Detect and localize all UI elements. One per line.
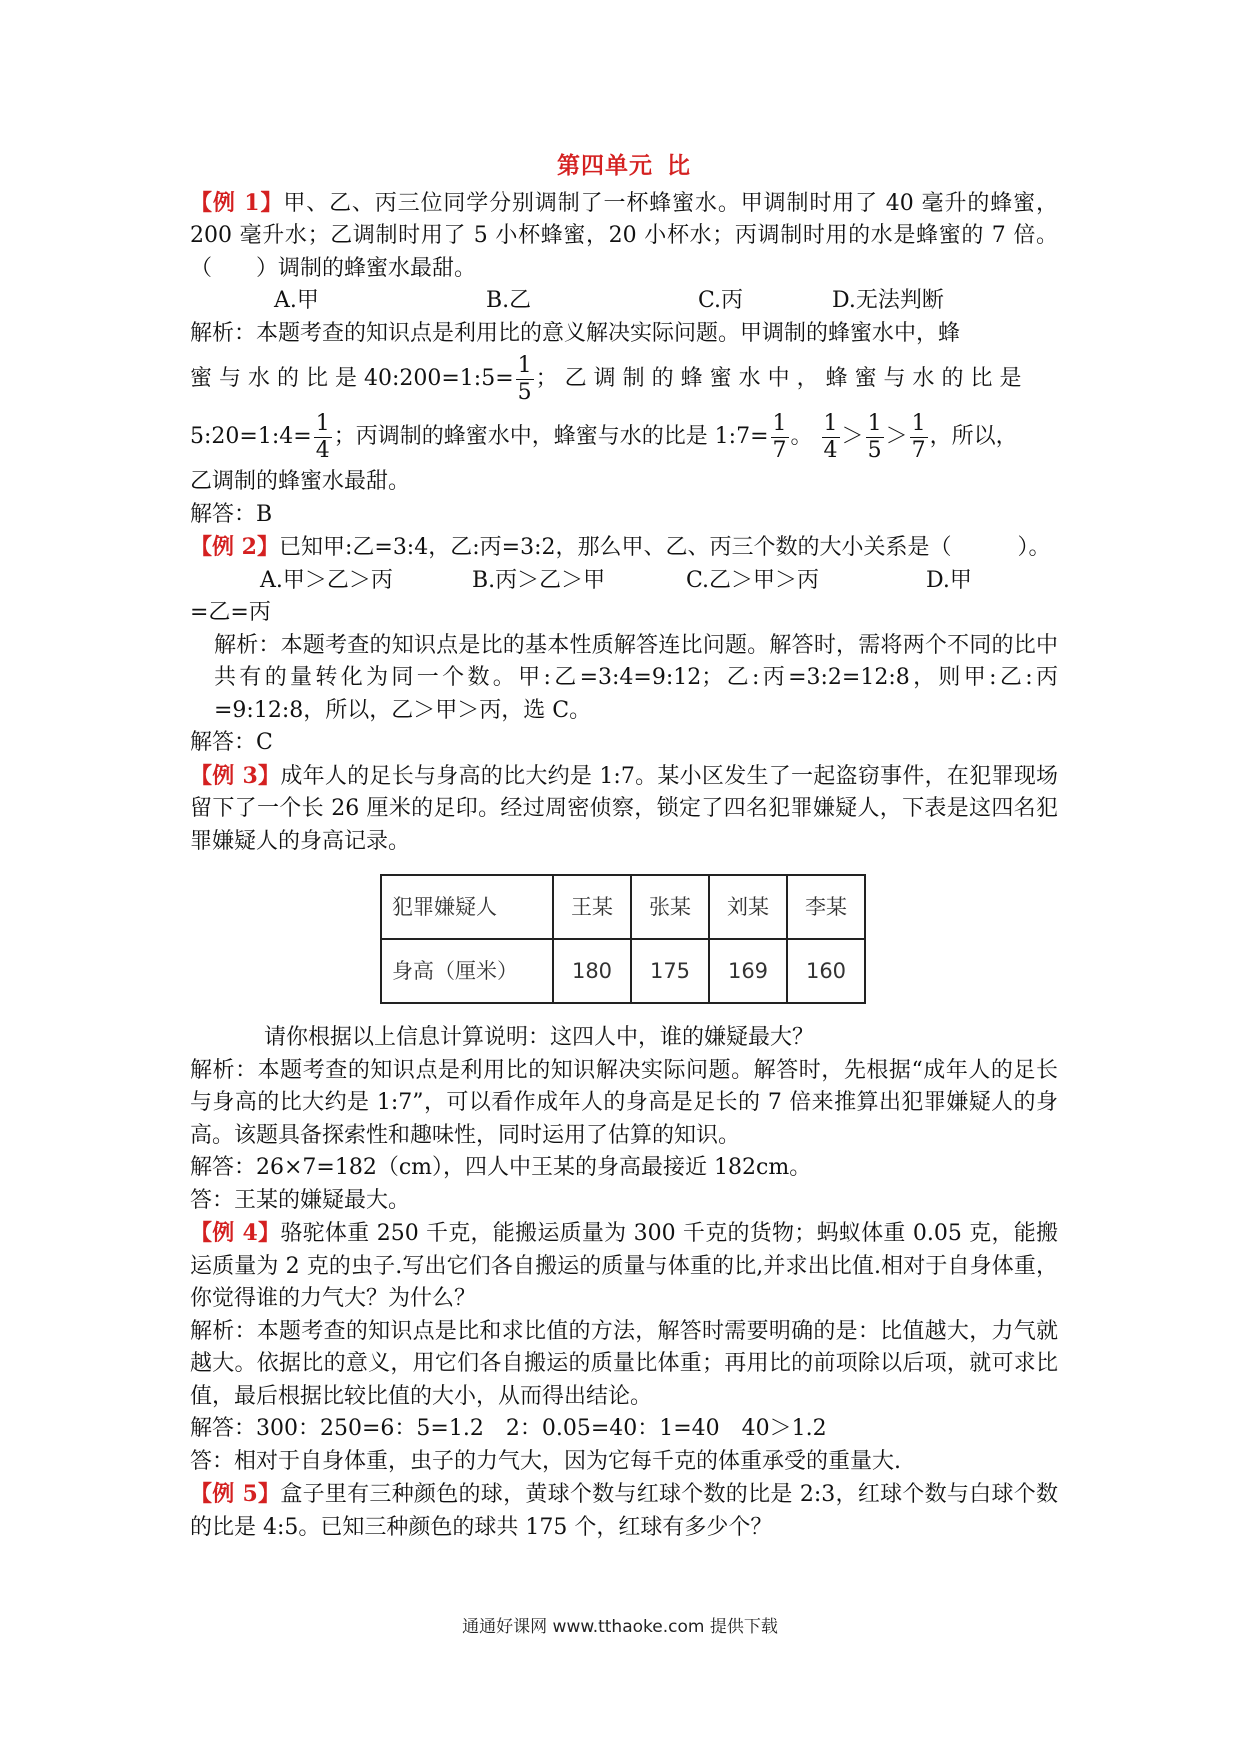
suspect-height-table bbox=[380, 874, 866, 1004]
ex2-option-a: A.甲＞乙＞丙 bbox=[260, 567, 393, 593]
ex3-prompt: 请你根据以上信息计算说明：这四人中，谁的嫌疑最大？ bbox=[264, 1025, 815, 1050]
fraction-one-seventh: $\frac{1}{7}$ bbox=[772, 410, 787, 463]
ex2-option-b: B.丙＞乙＞甲 bbox=[472, 567, 606, 593]
ex1-analysis-line4: 乙调制的蜂蜜水最甜。 bbox=[190, 469, 411, 494]
ex1-analysis-line2: 蜜 与 水 的 比 是 40:200=1:5= $\frac{1}{5}$ ； 乙 调 制 的 蜂 蜜 水 中 ， 蜂 蜜 与 水 的 比 是 bbox=[190, 352, 1022, 405]
table-header-cell: 身高（厘米） bbox=[381, 939, 553, 1003]
ex1-option-a: A.甲 bbox=[274, 288, 319, 313]
ex2-analysis: 解析：本题考查的知识点是比的基本性质解答连比问题。解答时，需将两个不同的比中共有的量转化为同一个数。甲:乙=3:4=9:12；乙:丙=3:2=12:8，则甲:乙:丙=9:12:8，所以，乙＞甲＞丙，选 C。 bbox=[214, 632, 1058, 723]
table-row bbox=[381, 875, 865, 939]
ex2-option-d: D.甲 bbox=[926, 567, 972, 593]
table-cell: 180 bbox=[553, 939, 631, 1003]
title-topic: 比 bbox=[667, 152, 691, 179]
ex2-label: 【例 2】 bbox=[190, 534, 279, 560]
ex1-question: 【例 1】甲、乙、丙三位同学分别调制了一杯蜂蜜水。甲调制时用了 40 毫升的蜂蜜，200 毫升水；乙调制时用了 5 小杯蜂蜜，20 小杯水；丙调制时用的水是蜂蜜的 7 倍。（ ）调制的蜂蜜水最甜。 bbox=[190, 189, 1059, 281]
ex2-options bbox=[190, 565, 1058, 598]
ex3-label: 【例 3】 bbox=[190, 762, 281, 789]
document-body bbox=[190, 150, 1058, 1544]
ex3-solution: 解答：26×7=182（cm），四人中王某的身高最接近 182cm。 bbox=[190, 1155, 812, 1180]
ex2-answer: 解答：C bbox=[190, 730, 273, 755]
table-row bbox=[381, 939, 865, 1003]
fraction-one-fifth: $\frac{1}{5}$ bbox=[867, 410, 882, 463]
ex2-option-wrap: =乙=丙 bbox=[190, 600, 271, 625]
ex1-option-c: C.丙 bbox=[698, 288, 744, 313]
ex4-answer: 答：相对于自身体重，虫子的力气大，因为它每千克的体重承受的重量大. bbox=[190, 1448, 901, 1474]
fraction-one-seventh: $\frac{1}{7}$ bbox=[911, 410, 926, 463]
ex1-option-d: D.无法判断 bbox=[832, 288, 944, 313]
table-cell: 160 bbox=[787, 939, 865, 1003]
title-unit: 第四单元 bbox=[557, 152, 653, 179]
table-cell: 刘某 bbox=[709, 875, 787, 939]
ex2-question: 【例 2】已知甲:乙=3:4，乙:丙=3:2，那么甲、乙、丙三个数的大小关系是（ ）。 bbox=[190, 534, 1051, 560]
ex5-question: 【例 5】盒子里有三种颜色的球，黄球个数与红球个数的比是 2:3，红球个数与白球个数的比是 4:5。已知三种颜色的球共 175 个，红球有多少个？ bbox=[190, 1481, 1059, 1540]
ex4-solution: 解答：300：250=6：5=1.2 2：0.05=40：1=40 40＞1.2 bbox=[190, 1416, 827, 1441]
ex1-option-b: B.乙 bbox=[486, 288, 532, 313]
ex4-label: 【例 4】 bbox=[190, 1220, 281, 1246]
table-cell: 李某 bbox=[787, 875, 865, 939]
ex4-question: 【例 4】骆驼体重 250 千克，能搬运质量为 300 千克的货物；蚂蚁体重 0.05 克，能搬运质量为 2 克的虫子.写出它们各自搬运的质量与体重的比,并求出比值.相对于自身体重，你觉得谁的力气大？为什么？ bbox=[190, 1220, 1059, 1311]
table-cell: 169 bbox=[709, 939, 787, 1003]
ex1-answer: 解答：B bbox=[190, 501, 273, 527]
fraction-one-fourth: $\frac{1}{4}$ bbox=[315, 410, 330, 463]
ex1-label: 【例 1】 bbox=[190, 189, 284, 216]
fraction-one-fifth: $\frac{1}{5}$ bbox=[517, 352, 532, 405]
footer-source: 通通好课网 www.tthaoke.com 提供下载 bbox=[462, 1617, 778, 1637]
ex1-options bbox=[190, 285, 1058, 318]
table-cell: 王某 bbox=[553, 875, 631, 939]
ex1-analysis-line1: 解析：本题考查的知识点是利用比的意义解决实际问题。甲调制的蜂蜜水中，蜂 bbox=[190, 320, 961, 346]
ex4-analysis: 解析：本题考查的知识点是比和求比值的方法，解答时需要明确的是：比值越大，力气就越大。依据比的意义，用它们各自搬运的质量比体重；再用比的前项除以后项，就可求比值，最后根据比较比值的大小，从而得出结论。 bbox=[190, 1318, 1058, 1409]
ex3-analysis: 解析：本题考查的知识点是利用比的知识解决实际问题。解答时，先根据“成年人的足长与身高的比大约是 1:7”，可以看作成年人的身高是足长的 7 倍来推算出犯罪嫌疑人的身高。该题具备探索性和趣味性，同时运用了估算的知识。 bbox=[190, 1057, 1058, 1148]
ex5-label: 【例 5】 bbox=[190, 1481, 281, 1507]
ex1-analysis-line3: 5:20=1:4= $\frac{1}{4}$ ；丙调制的蜂蜜水中，蜂蜜与水的比是 1:7= $\frac{1}{7}$ 。 $\frac{1}{4}$ ＞ $\frac{1}{5}$ ＞ $\frac{1}{7}$ ，所以， bbox=[190, 410, 1018, 463]
ex3-question: 【例 3】成年人的足长与身高的比大约是 1:7。某小区发生了一起盗窃事件，在犯罪现场留下了一个长 26 厘米的足印。经过周密侦察，锁定了四名犯罪嫌疑人，下表是这四名犯罪嫌疑人的身高记录。 bbox=[190, 762, 1059, 854]
fraction-one-fourth: $\frac{1}{4}$ bbox=[823, 410, 838, 463]
ex2-option-c: C.乙＞甲＞丙 bbox=[686, 567, 820, 593]
table-cell: 张某 bbox=[631, 875, 709, 939]
page-title bbox=[190, 150, 1058, 183]
table-header-cell: 犯罪嫌疑人 bbox=[381, 875, 553, 939]
table-cell: 175 bbox=[631, 939, 709, 1003]
ex3-answer: 答：王某的嫌疑最大。 bbox=[190, 1187, 411, 1213]
